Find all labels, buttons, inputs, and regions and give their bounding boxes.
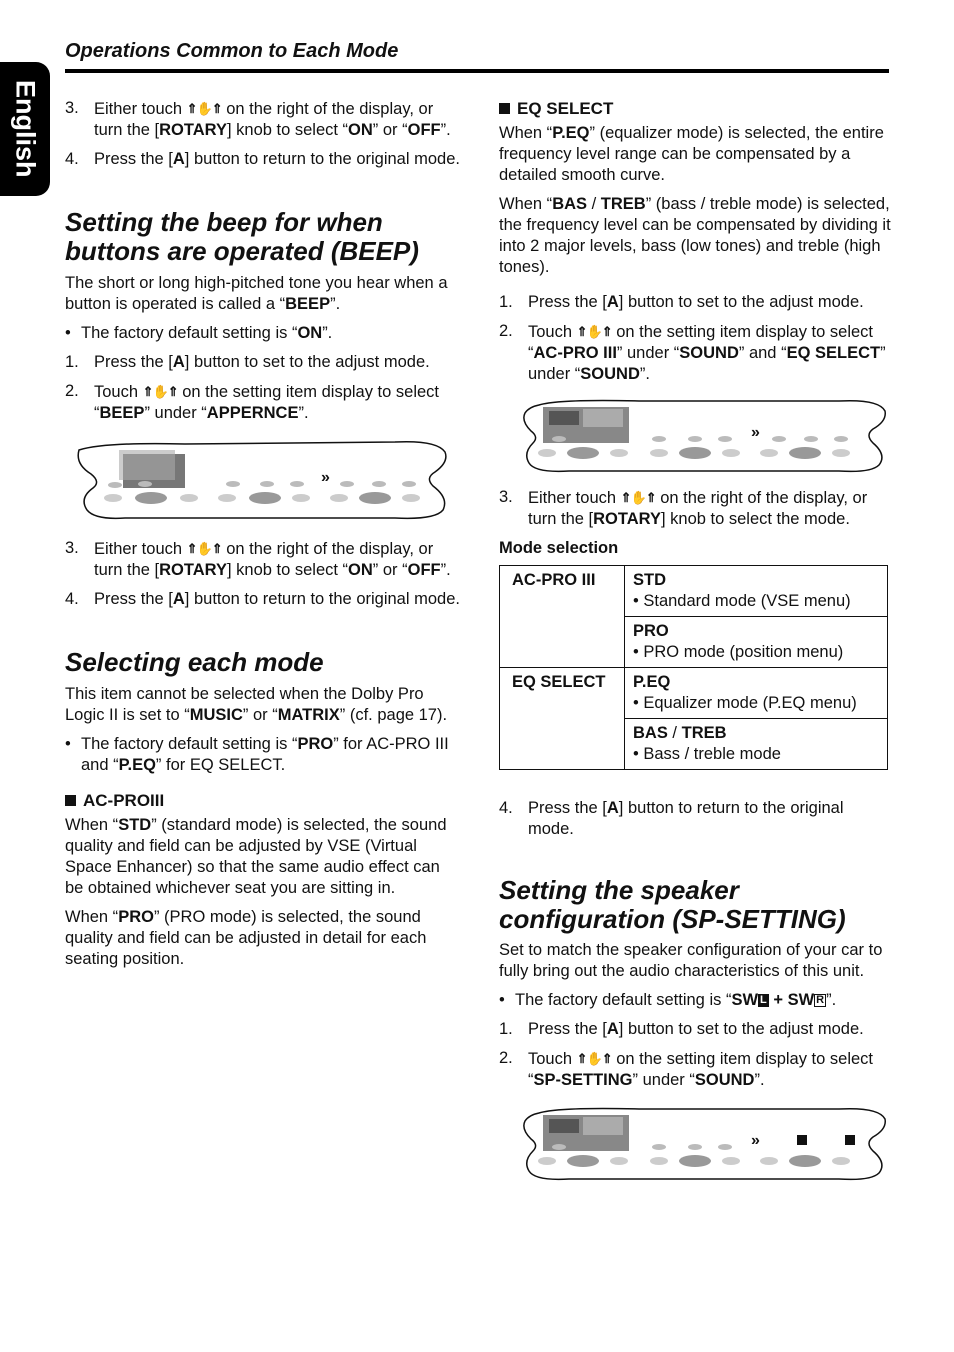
text: on the right of the display, or turn the [ [528,489,868,528]
text: The factory default setting is “ [81,324,298,342]
svg-text:»: » [321,469,330,486]
text: When “ [65,908,119,926]
text: • Bass / treble mode [633,745,781,763]
lcd-display-illustration [65,438,460,524]
text: ”. [440,121,451,139]
text: A [172,590,185,608]
text: Press the [ [528,799,607,817]
text: When “ [65,816,119,834]
text: on the setting item display to select “ [528,1050,873,1089]
english-side-tab [0,62,50,196]
step-number: 2. [499,1049,513,1067]
step-number: 3. [499,488,513,506]
text: A [606,293,619,311]
text: BAS [552,195,588,213]
text: BEEP [285,295,331,313]
text: ] button to set to the adjust mode. [618,293,864,311]
text: ”. [298,404,309,422]
right-column [499,98,891,1185]
text: P.EQ [552,124,590,142]
text: PRO [118,908,154,926]
square-bullet-icon [499,103,510,114]
select-intro [65,684,460,726]
text: ” under “ [616,344,680,362]
up-hand-up-arrows-icon: ⇑✋⇑ [576,1051,612,1066]
text: ” for EQ SELECT. [155,756,286,774]
text: Touch [528,1050,577,1068]
text: SP-SETTING [533,1071,633,1089]
text: ” for AC-PRO III and “ [81,735,449,774]
text: ] button to set to the adjust mode. [618,1020,864,1038]
text: Press the [ [528,293,607,311]
text: ” and “ [738,344,787,362]
sp-setting-title: Setting the speaker configuration (SP-SETTING) [499,875,846,934]
text: The factory default setting is “ [81,735,298,753]
text: • Standard mode (VSE menu) [633,592,851,610]
up-hand-up-arrows-icon: ⇑✋⇑ [576,324,612,339]
text: BAS [633,724,668,742]
text: PRO [633,622,669,640]
text: ”. [826,991,837,1009]
text: P.EQ [118,756,156,774]
text: Either touch [528,489,621,507]
step-number: 3. [65,539,79,557]
eq-step-2 [499,321,891,385]
text: When “ [499,124,553,142]
square-bullet-icon [65,795,76,806]
beep-step-1 [65,352,460,373]
table-cell-bas [625,719,888,770]
text: Press the [ [94,150,173,168]
text: Either touch [94,100,187,118]
text: Touch [94,383,143,401]
eq-step-3 [499,487,891,530]
header-rule [65,69,889,73]
text: ON [297,324,323,342]
text: MATRIX [277,706,340,724]
text: EQ SELECT [517,99,614,118]
select-default [65,734,460,776]
text: ROTARY [159,561,227,579]
text: / [587,195,601,213]
text: ] button to return to the original mode. [184,150,460,168]
text: The short or long high-pitched tone you hear when a button is operated is called a “ [65,274,448,313]
lcd-display-illustration [499,397,891,477]
step-number: 2. [499,322,513,340]
text: ” under “ [528,344,886,383]
text: Either touch [94,540,187,558]
text: Press the [ [528,1020,607,1038]
mode-selection-label: Mode selection [499,539,619,557]
beep-step-2 [65,381,460,424]
step-number: 2. [65,382,79,400]
text: BEEP [99,404,145,422]
text: A [172,353,185,371]
text: ”. [330,295,341,313]
step-number: 1. [65,353,79,371]
eq-bas-paragraph [499,194,891,278]
eq-heading [499,98,891,119]
text: ” (standard mode) is selected, the sound quality and field can be adjusted by VSE (Virtual Space Enhancer) so that the same audio effect can be obtained whichever seat you are sitting in. [65,816,447,897]
eq-peq-paragraph [499,123,891,186]
text: ”. [440,561,451,579]
beep-default [65,323,460,344]
text: This item cannot be selected when the Dolby Pro Logic II is set to “ [65,685,424,724]
up-hand-up-arrows-icon: ⇑✋⇑ [186,101,222,116]
text: When “ [499,195,553,213]
text: A [606,799,619,817]
step-number: 4. [65,590,79,608]
svg-text:»: » [751,424,760,441]
sp-step-2 [499,1048,891,1091]
text: TREB [600,195,646,213]
text: ”. [754,1071,765,1089]
step-number: 3. [65,99,79,117]
text: on the setting item display to select “ [528,323,873,362]
table-key-eq: EQ SELECT [500,668,625,770]
text: STD [118,816,152,834]
text: ] knob to select “ [226,561,349,579]
text: ON [348,561,373,579]
text: Press the [ [94,353,173,371]
up-hand-up-arrows-icon: ⇑✋⇑ [620,490,656,505]
text: ” (bass / treble mode) is selected, the frequency level can be compensated by dividing it into 2 major levels, bass (low tones) and treble (high tones). [499,195,891,276]
eq-step-4 [499,798,891,840]
lcd-display-illustration [499,1105,891,1185]
text: / [667,724,682,742]
table-cell-peq [625,668,888,719]
table-cell-std [625,566,888,617]
text: on the setting item display to select “ [94,383,439,422]
beep-title: Setting the beep for when buttons are operated (BEEP) [65,207,419,266]
text: AC-PROIII [83,791,165,810]
table-cell-pro [625,617,888,668]
text: APPERNCE [206,404,299,422]
text: ” (equalizer mode) is selected, the entire frequency level range can be compensated by a detailed smooth curve. [499,124,884,184]
text: ”. [322,324,333,342]
text: ] button to return to the original mode. [528,799,844,838]
text: ” (cf. page 17). [339,706,448,724]
select-mode-title: Selecting each mode [65,647,324,677]
text: ” or “ [372,121,408,139]
table-key-acpro: AC-PRO III [500,566,625,668]
up-hand-up-arrows-icon: ⇑✋⇑ [142,384,178,399]
text: P.EQ [633,673,671,691]
text: OFF [407,561,441,579]
bullet: • [65,735,71,753]
sp-step-1 [499,1019,891,1040]
mode-selection-table [499,565,888,770]
beep-intro [65,273,460,315]
text: ” or “ [372,561,408,579]
boxed-L-icon: L [760,994,767,1006]
text: EQ SELECT [786,344,881,362]
beep-step-4 [65,589,460,610]
sp-default [499,990,891,1011]
acpro-heading [65,790,460,811]
svg-text:»: » [751,1132,760,1149]
text: Press the [ [94,590,173,608]
text: ] button to return to the original mode. [184,590,460,608]
text: ] button to set to the adjust mode. [184,353,430,371]
table-row [500,668,888,719]
text: The factory default setting is “ [515,991,732,1009]
text: ROTARY [159,121,227,139]
text: MUSIC [189,706,243,724]
text: TREB [681,724,727,742]
sp-intro: Set to match the speaker configuration of your car to fully bring out the audio characteristics of this unit. [499,941,883,980]
text: ”. [639,365,650,383]
text: ] knob to select the mode. [660,510,850,528]
text: + SW [768,991,815,1009]
acpro-std-paragraph [65,815,460,899]
text: SOUND [679,344,739,362]
text: ON [348,121,373,139]
cont-step-3 [65,98,460,141]
step-number: 1. [499,1020,513,1038]
text: PRO [297,735,334,753]
bullet: • [65,324,71,342]
eq-step-1 [499,292,891,313]
table-row [500,566,888,617]
boxed-R-icon: R [816,994,825,1006]
text: ” or “ [242,706,278,724]
step-number: 1. [499,293,513,311]
side-tab-label: English [10,80,41,178]
step-number: 4. [499,799,513,817]
beep-step-3 [65,538,460,581]
section-header: Operations Common to Each Mode [65,40,399,62]
text: Touch [528,323,577,341]
text: SOUND [694,1071,755,1089]
text: SOUND [580,365,640,383]
text: SW [731,991,759,1009]
left-column [65,98,460,978]
text: ROTARY [593,510,661,528]
cont-step-4 [65,149,460,170]
step-number: 4. [65,150,79,168]
text: on the right of the display, or turn the [ [94,100,434,139]
text: A [172,150,185,168]
text: AC-PRO III [533,344,617,362]
text: STD [633,571,666,589]
bullet: • [499,991,505,1009]
text: • PRO mode (position menu) [633,643,844,661]
text: ] knob to select “ [226,121,349,139]
text: ” under “ [144,404,207,422]
text: A [606,1020,619,1038]
text: ” (PRO mode) is selected, the sound quality and field can be adjusted in detail for each seating position. [65,908,427,968]
text: ” under “ [632,1071,695,1089]
acpro-pro-paragraph [65,907,460,970]
text: OFF [407,121,441,139]
text: on the right of the display, or turn the [ [94,540,434,579]
text: • Equalizer mode (P.EQ menu) [633,694,857,712]
up-hand-up-arrows-icon: ⇑✋⇑ [186,541,222,556]
